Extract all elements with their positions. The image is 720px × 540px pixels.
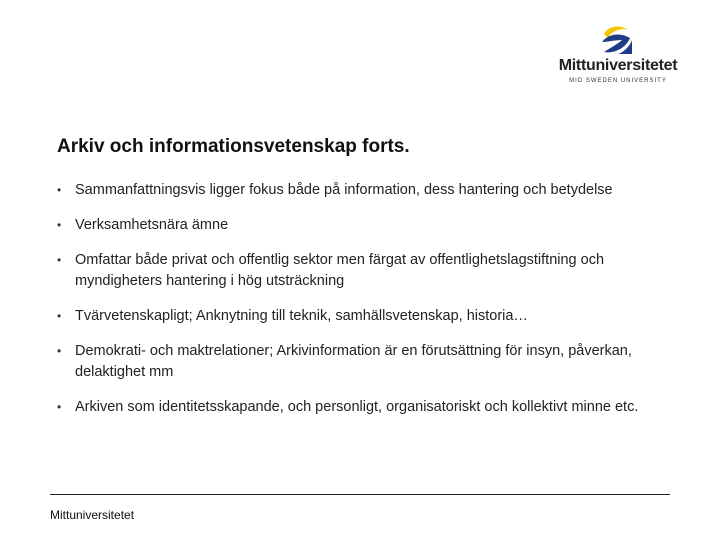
footer-divider bbox=[50, 494, 670, 495]
logo-mark-icon bbox=[598, 24, 634, 58]
bullet-text: Arkiven som identitetsskapande, och personligt, organisatoriskt och kollektivt minne etc. bbox=[75, 399, 639, 415]
bullet-icon: • bbox=[57, 183, 62, 197]
bullet-list bbox=[57, 180, 677, 432]
university-logo bbox=[548, 24, 688, 94]
bullet-item bbox=[57, 306, 677, 327]
bullet-icon: • bbox=[57, 344, 62, 358]
bullet-item bbox=[57, 397, 677, 418]
footer-text: Mittuniversitetet bbox=[50, 508, 135, 522]
logo-name: Mittuniversitetet bbox=[558, 57, 678, 74]
bullet-item bbox=[57, 215, 677, 236]
bullet-text: Verksamhetsnära ämne bbox=[75, 217, 229, 233]
bullet-item bbox=[57, 180, 677, 201]
bullet-icon: • bbox=[57, 218, 62, 232]
bullet-icon: • bbox=[57, 400, 62, 414]
bullet-item bbox=[57, 341, 677, 383]
bullet-text: Sammanfattningsvis ligger fokus både på information, dess hantering och betydelse bbox=[75, 182, 613, 198]
bullet-icon: • bbox=[57, 253, 62, 267]
bullet-text: Tvärvetenskapligt; Anknytning till teknik, samhällsvetenskap, historia… bbox=[75, 308, 528, 324]
logo-subtitle: MID SWEDEN UNIVERSITY bbox=[569, 78, 667, 84]
bullet-text: Demokrati- och maktrelationer; Arkivinformation är en förutsättning för insyn, påverkan, delaktighet mm bbox=[75, 343, 632, 380]
slide-title: Arkiv och informationsvetenskap forts. bbox=[57, 136, 410, 157]
bullet-icon: • bbox=[57, 309, 62, 323]
bullet-item bbox=[57, 250, 677, 292]
bullet-text: Omfattar både privat och offentlig sektor men färgat av offentlighetslagstiftning och myndigheters hantering i hög utsträckning bbox=[75, 252, 605, 289]
